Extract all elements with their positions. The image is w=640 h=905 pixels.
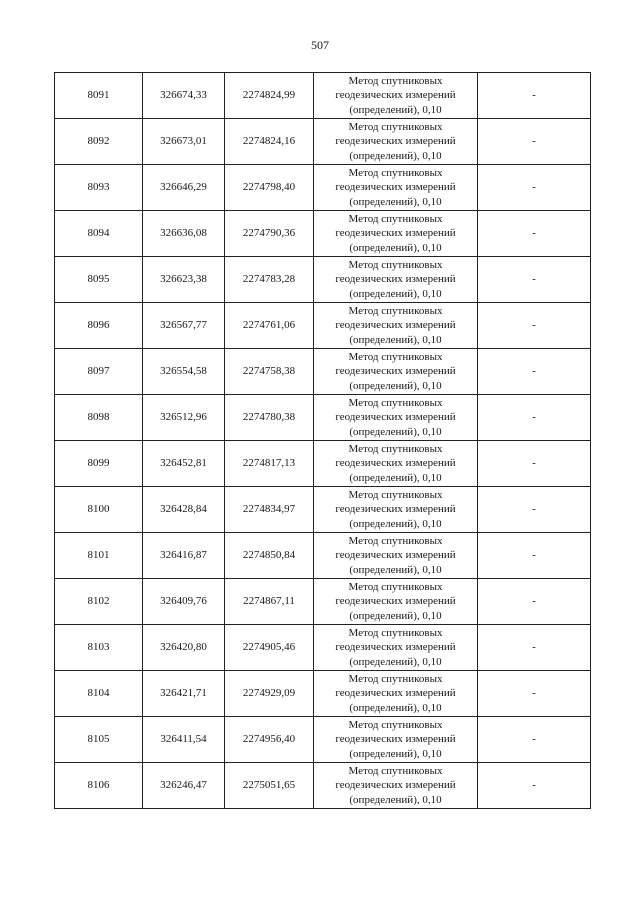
y-coordinate-cell: 2274758,38 xyxy=(225,349,314,395)
point-id-cell: 8098 xyxy=(55,395,143,441)
note-cell: - xyxy=(478,671,591,717)
page-number: 507 xyxy=(311,38,329,52)
table-row xyxy=(55,671,591,717)
method-cell xyxy=(314,533,478,579)
method-text-line: (определений), 0,10 xyxy=(349,333,442,346)
method-cell xyxy=(314,579,478,625)
method-text-line: геодезических измерений xyxy=(335,733,456,746)
x-coordinate-cell: 326416,87 xyxy=(143,533,225,579)
table-row xyxy=(55,211,591,257)
method-text-line: Метод спутниковых xyxy=(348,120,443,133)
method-text-line: геодезических измерений xyxy=(335,135,456,148)
method-text-line: геодезических измерений xyxy=(335,365,456,378)
y-coordinate-cell: 2274783,28 xyxy=(225,257,314,303)
point-id-cell: 8106 xyxy=(55,763,143,809)
note-cell: - xyxy=(478,349,591,395)
method-cell xyxy=(314,257,478,303)
note-cell: - xyxy=(478,211,591,257)
table-row xyxy=(55,625,591,671)
method-text-line: (определений), 0,10 xyxy=(349,195,442,208)
y-coordinate-cell: 2275051,65 xyxy=(225,763,314,809)
table-row xyxy=(55,395,591,441)
point-id-cell: 8100 xyxy=(55,487,143,533)
x-coordinate-cell: 326411,54 xyxy=(143,717,225,763)
point-id-cell: 8103 xyxy=(55,625,143,671)
table-row xyxy=(55,717,591,763)
x-coordinate-cell: 326673,01 xyxy=(143,119,225,165)
table-row xyxy=(55,73,591,119)
x-coordinate-cell: 326420,80 xyxy=(143,625,225,671)
method-text-line: геодезических измерений xyxy=(335,687,456,700)
method-text-line: (определений), 0,10 xyxy=(349,747,442,760)
method-text-line: Метод спутниковых xyxy=(348,626,443,639)
x-coordinate-cell: 326636,08 xyxy=(143,211,225,257)
method-text-line: Метод спутниковых xyxy=(348,488,443,501)
table-row xyxy=(55,257,591,303)
y-coordinate-cell: 2274905,46 xyxy=(225,625,314,671)
method-text-line: (определений), 0,10 xyxy=(349,701,442,714)
method-text-line: Метод спутниковых xyxy=(348,258,443,271)
method-cell xyxy=(314,441,478,487)
note-cell: - xyxy=(478,763,591,809)
y-coordinate-cell: 2274956,40 xyxy=(225,717,314,763)
note-cell: - xyxy=(478,487,591,533)
method-text-line: геодезических измерений xyxy=(335,319,456,332)
method-text-line: (определений), 0,10 xyxy=(349,103,442,116)
note-cell: - xyxy=(478,533,591,579)
table-row xyxy=(55,763,591,809)
method-text-line: Метод спутниковых xyxy=(348,212,443,225)
method-text-line: (определений), 0,10 xyxy=(349,655,442,668)
y-coordinate-cell: 2274798,40 xyxy=(225,165,314,211)
method-cell xyxy=(314,73,478,119)
x-coordinate-cell: 326452,81 xyxy=(143,441,225,487)
method-text-line: (определений), 0,10 xyxy=(349,471,442,484)
method-text-line: Метод спутниковых xyxy=(348,718,443,731)
method-text-line: Метод спутниковых xyxy=(348,350,443,363)
note-cell: - xyxy=(478,625,591,671)
method-text-line: Метод спутниковых xyxy=(348,534,443,547)
point-id-cell: 8102 xyxy=(55,579,143,625)
x-coordinate-cell: 326646,29 xyxy=(143,165,225,211)
x-coordinate-cell: 326409,76 xyxy=(143,579,225,625)
method-cell xyxy=(314,349,478,395)
table-row xyxy=(55,349,591,395)
table-row xyxy=(55,441,591,487)
method-text-line: (определений), 0,10 xyxy=(349,241,442,254)
method-text-line: Метод спутниковых xyxy=(348,396,443,409)
method-text-line: Метод спутниковых xyxy=(348,442,443,455)
note-cell: - xyxy=(478,73,591,119)
x-coordinate-cell: 326623,38 xyxy=(143,257,225,303)
method-text-line: Метод спутниковых xyxy=(348,74,443,87)
point-id-cell: 8099 xyxy=(55,441,143,487)
method-text-line: (определений), 0,10 xyxy=(349,379,442,392)
coordinates-table xyxy=(54,72,591,809)
point-id-cell: 8091 xyxy=(55,73,143,119)
y-coordinate-cell: 2274824,99 xyxy=(225,73,314,119)
method-text-line: геодезических измерений xyxy=(335,89,456,102)
method-text-line: геодезических измерений xyxy=(335,549,456,562)
table-row xyxy=(55,579,591,625)
method-text-line: (определений), 0,10 xyxy=(349,793,442,806)
method-cell xyxy=(314,671,478,717)
method-cell xyxy=(314,303,478,349)
method-text-line: (определений), 0,10 xyxy=(349,149,442,162)
method-text-line: Метод спутниковых xyxy=(348,580,443,593)
method-text-line: геодезических измерений xyxy=(335,273,456,286)
method-cell xyxy=(314,487,478,533)
note-cell: - xyxy=(478,579,591,625)
method-text-line: геодезических измерений xyxy=(335,181,456,194)
point-id-cell: 8105 xyxy=(55,717,143,763)
point-id-cell: 8097 xyxy=(55,349,143,395)
method-text-line: Метод спутниковых xyxy=(348,764,443,777)
method-cell xyxy=(314,119,478,165)
method-text-line: (определений), 0,10 xyxy=(349,517,442,530)
method-text-line: (определений), 0,10 xyxy=(349,563,442,576)
method-cell xyxy=(314,717,478,763)
note-cell: - xyxy=(478,119,591,165)
method-text-line: геодезических измерений xyxy=(335,641,456,654)
x-coordinate-cell: 326428,84 xyxy=(143,487,225,533)
note-cell: - xyxy=(478,165,591,211)
method-text-line: геодезических измерений xyxy=(335,779,456,792)
point-id-cell: 8095 xyxy=(55,257,143,303)
x-coordinate-cell: 326246,47 xyxy=(143,763,225,809)
x-coordinate-cell: 326512,96 xyxy=(143,395,225,441)
y-coordinate-cell: 2274929,09 xyxy=(225,671,314,717)
x-coordinate-cell: 326567,77 xyxy=(143,303,225,349)
note-cell: - xyxy=(478,717,591,763)
y-coordinate-cell: 2274817,13 xyxy=(225,441,314,487)
method-text-line: геодезических измерений xyxy=(335,227,456,240)
x-coordinate-cell: 326674,33 xyxy=(143,73,225,119)
method-text-line: (определений), 0,10 xyxy=(349,287,442,300)
y-coordinate-cell: 2274834,97 xyxy=(225,487,314,533)
table-row xyxy=(55,165,591,211)
table-row xyxy=(55,533,591,579)
note-cell: - xyxy=(478,303,591,349)
method-cell xyxy=(314,763,478,809)
method-cell xyxy=(314,625,478,671)
note-cell: - xyxy=(478,395,591,441)
x-coordinate-cell: 326421,71 xyxy=(143,671,225,717)
method-text-line: геодезических измерений xyxy=(335,411,456,424)
table-body xyxy=(55,73,591,809)
table-row xyxy=(55,303,591,349)
method-text-line: Метод спутниковых xyxy=(348,672,443,685)
point-id-cell: 8092 xyxy=(55,119,143,165)
point-id-cell: 8093 xyxy=(55,165,143,211)
method-cell xyxy=(314,165,478,211)
table-row xyxy=(55,119,591,165)
point-id-cell: 8096 xyxy=(55,303,143,349)
method-text-line: геодезических измерений xyxy=(335,457,456,470)
method-text-line: Метод спутниковых xyxy=(348,304,443,317)
method-cell xyxy=(314,395,478,441)
table-row xyxy=(55,487,591,533)
note-cell: - xyxy=(478,257,591,303)
y-coordinate-cell: 2274790,36 xyxy=(225,211,314,257)
method-text-line: (определений), 0,10 xyxy=(349,609,442,622)
y-coordinate-cell: 2274761,06 xyxy=(225,303,314,349)
x-coordinate-cell: 326554,58 xyxy=(143,349,225,395)
note-cell: - xyxy=(478,441,591,487)
point-id-cell: 8104 xyxy=(55,671,143,717)
method-text-line: Метод спутниковых xyxy=(348,166,443,179)
point-id-cell: 8101 xyxy=(55,533,143,579)
method-text-line: геодезических измерений xyxy=(335,503,456,516)
y-coordinate-cell: 2274850,84 xyxy=(225,533,314,579)
y-coordinate-cell: 2274780,38 xyxy=(225,395,314,441)
y-coordinate-cell: 2274824,16 xyxy=(225,119,314,165)
method-text-line: геодезических измерений xyxy=(335,595,456,608)
point-id-cell: 8094 xyxy=(55,211,143,257)
y-coordinate-cell: 2274867,11 xyxy=(225,579,314,625)
method-cell xyxy=(314,211,478,257)
method-text-line: (определений), 0,10 xyxy=(349,425,442,438)
